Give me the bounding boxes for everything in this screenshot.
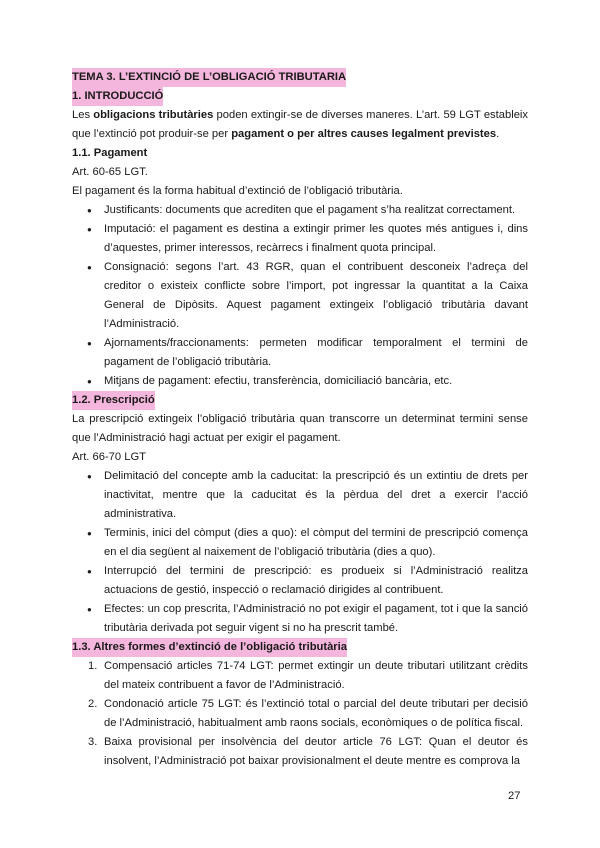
pagament-ref: Art. 60-65 LGT. xyxy=(72,166,148,178)
list-item: ● Ajornaments/fraccionaments: permeten modificar temporalment el termini de pagament de l’obligació tributària. xyxy=(72,334,528,372)
list-item: ● Efectes: un cop prescrita, l’Administració no pot exigir el pagament, tot i que la sanció tributària derivada pot seguir vigent si no ha prescrit també. xyxy=(72,600,528,638)
list-item: 2. Condonació article 75 LGT: és l’extinció total o parcial del deute tributari per decisió de l’Administració, habitualment amb raons socials, econòmiques o de política fiscal. xyxy=(88,698,528,729)
altres-list xyxy=(72,657,528,771)
list-item: 3. Baixa provisional per insolvència del deutor article 76 LGT: Quan el deutor és insolvent, l’Administració pot baixar provisionalment el deute mentre es comprova la xyxy=(88,736,528,767)
prescripcio-ref: Art. 66-70 LGT xyxy=(72,451,146,463)
list-item: ● Interrupció del termini de prescripció: es produeix si l’Administració realitza actuacions de gestió, inspecció o reclamació dirigides al contribuent. xyxy=(72,562,528,600)
heading-prescripcio: 1.2. Prescripció xyxy=(72,391,155,410)
list-item: ● Consignació: segons l’art. 43 RGR, quan el contribuent desconeix l’adreça del creditor o existeix conflicte sobre l’import, pot ingressar la quantitat a la Caixa General de Dipòsits. Aquest pagament extingeix l’obligació tributària davant l’Administració. xyxy=(72,258,528,334)
list-item: ● Justificants: documents que acrediten que el pagament s’ha realitzat correctament. xyxy=(72,201,528,220)
heading-introduccio: 1. INTRODUCCIÓ xyxy=(72,87,163,106)
intro-paragraph: Les obligacions tributàries poden extingir-se de diverses maneres. L’art. 59 LGT estableix que l’extinció pot produir-se per pagament o per altres causes legalment previstes. xyxy=(72,109,528,140)
list-item: ● Mitjans de pagament: efectiu, transferència, domiciliació bancària, etc. xyxy=(72,372,528,391)
list-item: ● Terminis, inici del còmput (dies a quo): el còmput del termini de prescripció comença en el dia següent al naixement de l’obligació tributària (dies a quo). xyxy=(72,524,528,562)
list-item: ● Delimitació del concepte amb la caducitat: la prescripció és un extintiu de drets per inactivitat, mentre que la caducitat és la pèrdua del dret a exercir l’acció administrativa. xyxy=(72,467,528,524)
prescripcio-list xyxy=(72,467,528,638)
pagament-list xyxy=(72,201,528,391)
list-item: 1. Compensació articles 71-74 LGT: permet extingir un deute tributari utilitzant crèdits del mateix contribuent a favor de l’Administració. xyxy=(88,660,528,691)
list-item: ● Imputació: el pagament es destina a extingir primer les quotes més antigues i, dins d’aquestes, primer interessos, recàrrecs i finalment quota principal. xyxy=(72,220,528,258)
pagament-text: El pagament és la forma habitual d’extinció de l’obligació tributària. xyxy=(72,185,403,197)
document-page xyxy=(72,68,528,771)
prescripcio-text: La prescripció extingeix l’obligació tributària quan transcorre un determinat termini sense que l’Administració hagi actuat per exigir el pagament. xyxy=(72,413,528,444)
document-title: TEMA 3. L’EXTINCIÓ DE L’OBLIGACIÓ TRIBUTARIA xyxy=(72,68,346,87)
heading-altres-formes: 1.3. Altres formes d’extinció de l’obligació tributària xyxy=(72,638,347,657)
heading-pagament: 1.1. Pagament xyxy=(72,147,148,159)
page-number: 27 xyxy=(508,790,521,802)
